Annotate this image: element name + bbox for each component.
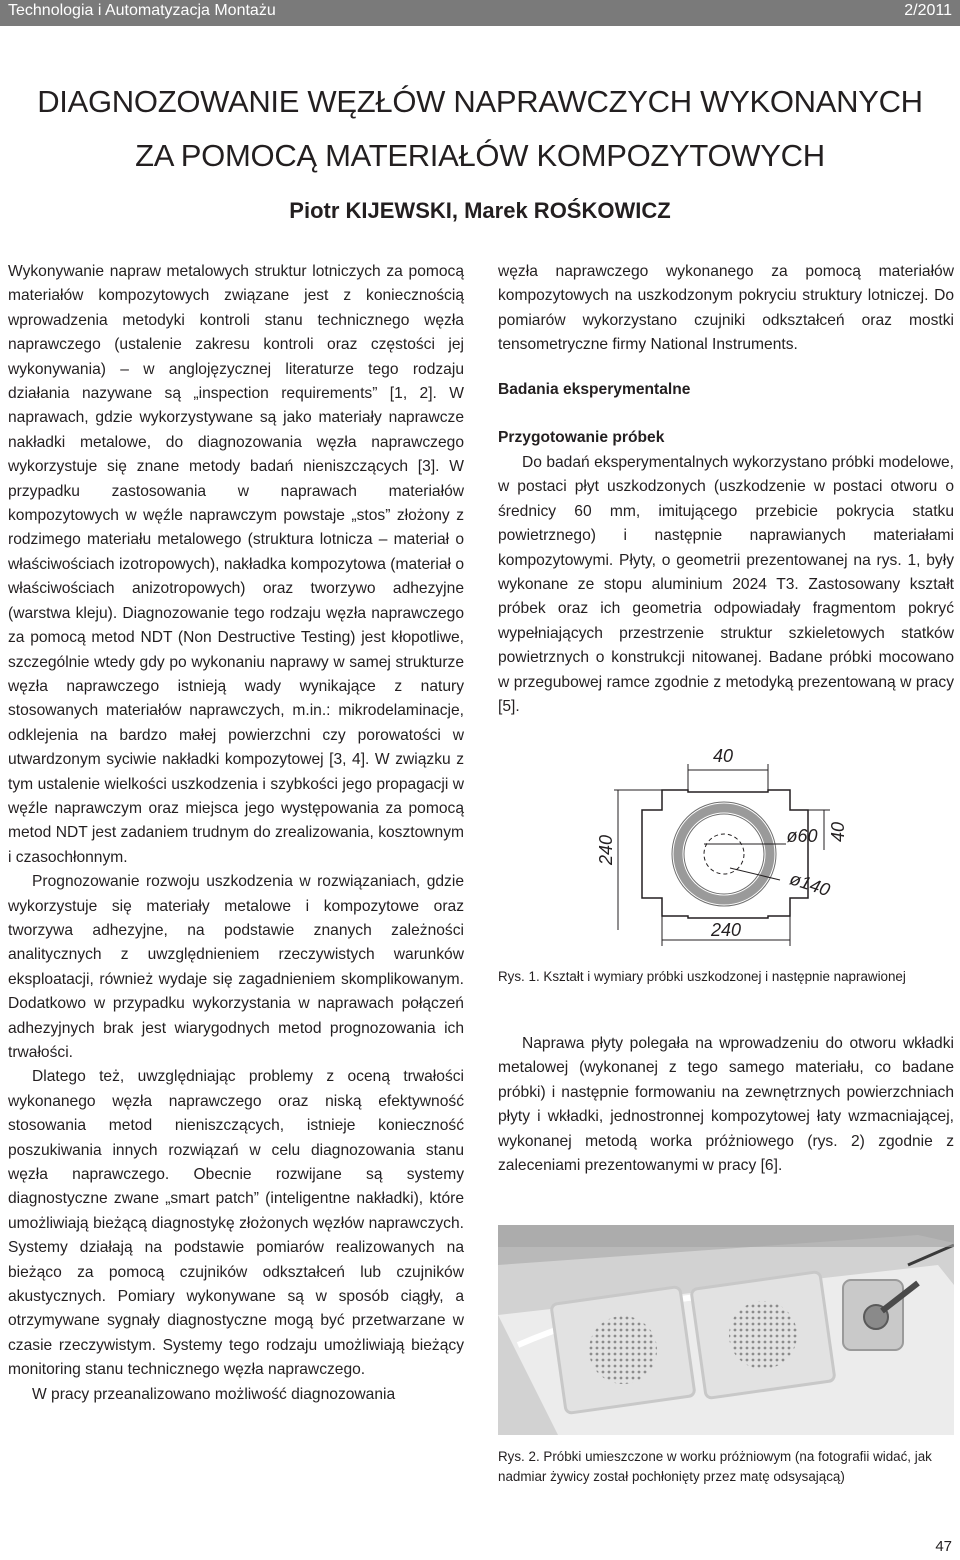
vacuum-bag-photo [498, 1225, 954, 1435]
photo-svg [498, 1225, 954, 1435]
patch-ring-outline [672, 802, 776, 906]
paragraph: W pracy przeanalizowano możliwość diagnozowania [32, 1385, 396, 1403]
title-line-2: ZA POMOCĄ MATERIAŁÓW KOMPOZYTOWYCH [135, 138, 825, 173]
right-column-top [498, 260, 954, 358]
page-number: 47 [935, 1538, 952, 1555]
figure-1-caption: Rys. 1. Kształt i wymiary próbki uszkodzonej i następnie naprawionej [498, 969, 906, 984]
right-column-mid [498, 451, 954, 719]
figure-2-caption: Rys. 2. Próbki umieszczone w worku próżniowym (na fotografii widać, jak nadmiar żywicy został pochłonięty przez matę odsysającą) [498, 1449, 932, 1484]
header-bar [0, 0, 960, 26]
journal-name: Technologia i Automatyzacja Montażu [8, 2, 276, 19]
dim-label-d140: ø140 [787, 868, 833, 901]
paragraph: Dlatego też, uwzględniając problemy z oceną trwałości wykonanego węzła naprawczego oraz niską efektywność stosowania metod nieniszczących, istnieje konieczność poszukiwania innych rozwiązań w celu diagnozowania stanu węzła naprawczego. Obecnie rozwijane są systemy diagnostyczne zwane „smart patch” (inteligentne nakładki), które umożliwiają bieżącą diagnostykę złożonych węzłów naprawczych. Systemy działają na podstawie pomiarów realizowanych na bieżąco za pomocą czujników odkształceń lub czujników akustycznych. Pomiary wykonywane są w sposób ciągły, a otrzymywane sygnały diagnostyczne mogą być przetwarzane w czasie rzeczywistym. Systemy tego rodzaju umożliwiają bieżący monitoring stanu technicznego węzła naprawczego. [8, 1068, 464, 1379]
patch-2 [729, 1301, 797, 1369]
paragraph: węzła naprawczego wykonanego za pomocą materiałów kompozytowych na uszkodzonym pokryciu struktury lotniczej. Do pomiarów wykorzystano czujniki odkształceń oraz mostki tensometryczne firmy National Instruments. [498, 263, 954, 354]
issue-number: 2/2011 [904, 2, 952, 19]
dim-label-d60: ø60 [786, 826, 818, 846]
paragraph: Wykonywanie napraw metalowych struktur lotniczych za pomocą materiałów kompozytowych związane jest z koniecznością wprowadzenia metodyki kontroli stanu technicznego węzła naprawczego (ustalenie zakresu kontroli oraz częstości jej wykonywania) – w anglojęzycznej literaturze tego rodzaju działania nazywane są „inspection requirements” [1, 2]. W naprawach, gdzie wykorzystywane są jako materiały naprawcze nakładki metalowe, do diagnozowania węzła naprawczego wykorzystuje się znane metody badań nieniszczących [3]. W przypadku zastosowania w naprawach materiałów kompozytowych w węźle naprawczym powstaje „stos” złożony z rodzimego materiału metalowego (struktura lotnicza – materiał o właściwościach izotropowych), nakładka kompozytowa (materiał o właściwościach anizotropowych) oraz tworzywo adhezyjne (warstwa kleju). Diagnozowanie tego rodzaju węzła naprawczego za pomocą metod NDT (Non Destructive Testing) jest kłopotliwe, szczególnie wtedy gdy po wykonaniu naprawy w samej strukturze węzła naprawczego istnieją wady wynikające z natury stosowanych materiałów naprawczych, m.in.: mikrodelaminacje, odklejenia na bardzo małej powierzchni czy porowatości w utwardzonym syciwie nakładki kompozytowej [3, 4]. W związku z tym ustalenie wielkości uszkodzenia i szybkości jego propagacji w węźle naprawczym oraz miejsca jego występowania za pomocą metod NDT jest zadaniem trudnym do zrealizowania, kosztownym i czasochłonnym. [8, 263, 464, 866]
patch-1 [589, 1316, 657, 1384]
paragraph: Naprawa płyty polegała na wprowadzeniu do otworu wkładki metalowej (wykonanej z tego samego materiału, co badane próbki) i następnie formowaniu na zewnętrznych powierzchniach płyty i wkładki, jednostronnej kompozytowej łaty wzmacniającej, wykonanej metodą worka próżniowego (rys. 2) zgodnie z zaleceniami prezentowanymi w pracy [6]. [498, 1035, 954, 1175]
authors: Piotr KIJEWSKI, Marek ROŚKOWICZ [289, 198, 671, 223]
specimen-drawing [580, 740, 880, 950]
dim-label-top: 40 [712, 746, 734, 766]
title-line-1: DIAGNOZOWANIE WĘZŁÓW NAPRAWCZYCH WYKONANYCH [37, 84, 923, 119]
paragraph: Do badań eksperymentalnych wykorzystano próbki modelowe, w postaci płyt uszkodzonych (uszkodzenie w postaci otworu o średnicy 60 mm, imitującego przebicie pokrycia statku powietrznego) i następnie naprawianych materiałami kompozytowymi. Płyty, o geometrii prezentowanej na rys. 1, były wykonane ze stopu aluminium 2024 T3. Zastosowany kształt próbek oraz ich geometria odpowiadały fragmentom pokryć wypełniających przestrzenie struktur szkieletowych statków powietrznych o konstrukcji nitowanej. Badane próbki mocowano w przegubowej ramce zgodnie z metodyką prezentowaną w pracy [5]. [498, 454, 954, 716]
subsection-heading: Przygotowanie próbek [498, 429, 665, 446]
dim-label-bottom: 240 [710, 920, 742, 940]
right-column-low [498, 1032, 954, 1178]
paragraph: Prognozowanie rozwoju uszkodzenia w rozwiązaniach, gdzie wykorzystuje się materiały metalowe i kompozytowe oraz tworzywa adhezyjne, na podstawie znanych zależności analitycznych z uwzględnieniem rzeczywistych warunków eksploatacji, również wydaje się zagadnieniem skomplikowanym. Dodatkowo w przypadku wykorzystania w naprawach połączeń adhezyjnych brak jest wiarygodnych metod prognozowania ich trwałości. [8, 873, 464, 1061]
section-heading: Badania eksperymentalne [498, 381, 691, 398]
patch-ring-inner [684, 814, 764, 894]
patch-ring [678, 808, 770, 900]
left-column [8, 260, 464, 1407]
dim-label-right: 40 [828, 821, 848, 843]
dim-label-left: 240 [596, 834, 616, 866]
photo-top-edge [498, 1225, 954, 1247]
hole-circle [704, 834, 744, 874]
specimen-drawing-svg [580, 740, 880, 950]
